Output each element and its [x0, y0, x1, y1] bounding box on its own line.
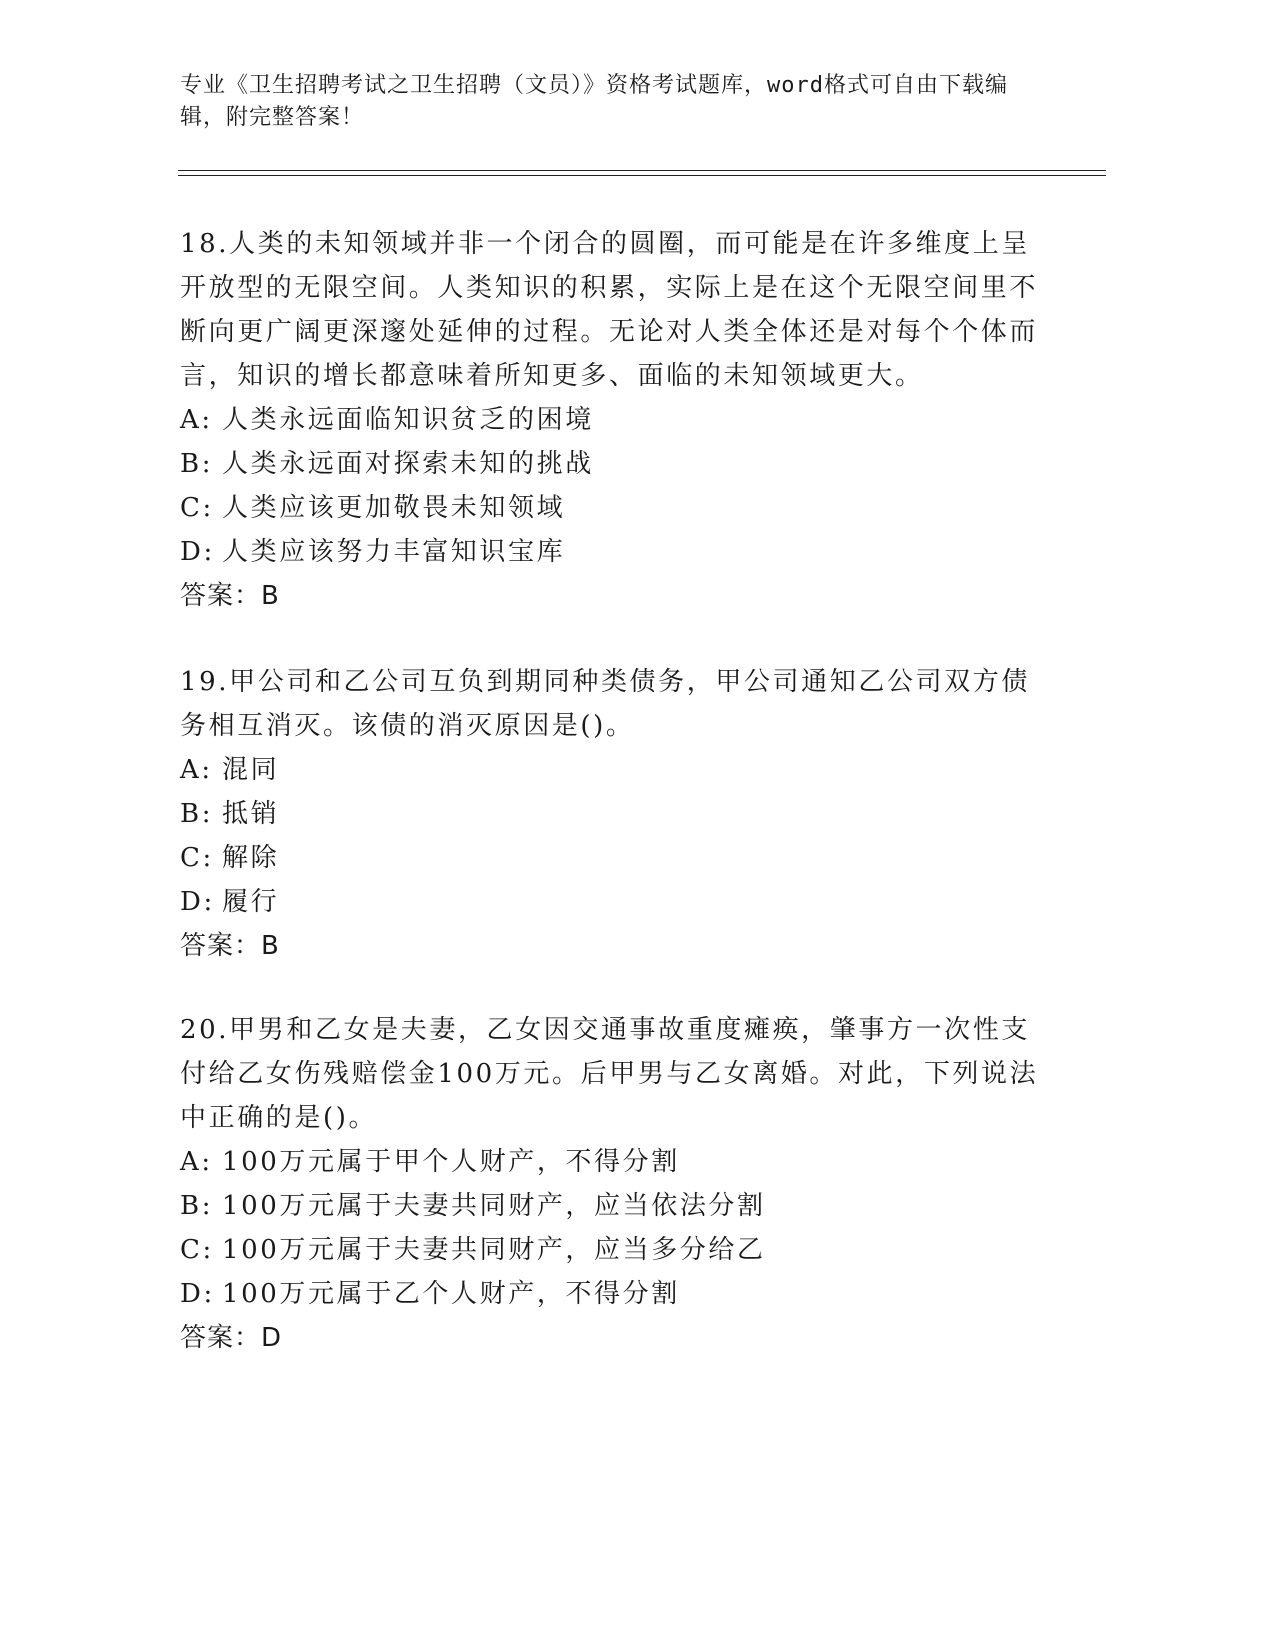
header-divider-bottom [178, 175, 1106, 176]
document-header: 专业《卫生招聘考试之卫生招聘（文员）》资格考试题库，word格式可自由下载编辑，附完整答案！ [180, 73, 1008, 130]
question-stem: 18.人类的未知领域并非一个闭合的圆圈，而可能是在许多维度上呈开放型的无限空间。人类知识的积累，实际上是在这个无限空间里不断向更广阔更深邃处延伸的过程。无论对人类全体还是对每个个体而言，知识的增长都意味着所知更多、面临的未知领域更大。 [180, 229, 1039, 391]
option-text: 100万元属于乙个人财产，不得分割 [222, 1279, 680, 1309]
answer-line: 答案：B [180, 931, 280, 961]
option-text: 抵销 [222, 799, 280, 829]
option-key: A: [180, 405, 213, 435]
option-key: C: [180, 1235, 214, 1265]
question-20 [180, 1008, 1040, 1360]
option-c [180, 1228, 1040, 1272]
option-text: 100万元属于夫妻共同财产，应当依法分割 [222, 1191, 766, 1221]
option-key: D: [180, 1279, 215, 1309]
answer-line: 答案：D [180, 1323, 283, 1353]
question-19 [180, 660, 1040, 968]
option-c [180, 836, 1040, 880]
option-key: A: [180, 755, 213, 785]
option-d [180, 1272, 1040, 1316]
question-18 [180, 222, 1040, 618]
option-d [180, 530, 1040, 574]
option-key: B: [180, 1191, 214, 1221]
option-c [180, 486, 1040, 530]
option-key: C: [180, 493, 214, 523]
option-b [180, 792, 1040, 836]
question-stem: 19.甲公司和乙公司互负到期同种类债务，甲公司通知乙公司双方债务相互消灭。该债的消灭原因是()。 [180, 667, 1030, 741]
option-d [180, 880, 1040, 924]
option-key: C: [180, 843, 214, 873]
option-text: 混同 [222, 755, 280, 785]
option-a [180, 398, 1040, 442]
question-stem: 20.甲男和乙女是夫妻，乙女因交通事故重度瘫痪，肇事方一次性支付给乙女伤残赔偿金100万元。后甲男与乙女离婚。对此，下列说法中正确的是()。 [180, 1015, 1039, 1133]
option-key: B: [180, 799, 214, 829]
option-b [180, 1184, 1040, 1228]
option-text: 人类永远面对探索未知的挑战 [222, 449, 594, 479]
option-a [180, 1140, 1040, 1184]
answer-line: 答案：B [180, 581, 280, 611]
option-key: A: [180, 1147, 213, 1177]
option-b [180, 442, 1040, 486]
option-text: 100万元属于夫妻共同财产，应当多分给乙 [222, 1235, 766, 1265]
header-divider-top [178, 170, 1106, 171]
option-text: 人类永远面临知识贫乏的困境 [222, 405, 594, 435]
option-a [180, 748, 1040, 792]
option-key: B: [180, 449, 214, 479]
option-text: 履行 [222, 887, 280, 917]
option-text: 100万元属于甲个人财产，不得分割 [222, 1147, 680, 1177]
option-text: 解除 [222, 843, 280, 873]
option-text: 人类应该更加敬畏未知领域 [222, 493, 566, 523]
option-text: 人类应该努力丰富知识宝库 [222, 537, 566, 567]
option-key: D: [180, 537, 215, 567]
option-key: D: [180, 887, 215, 917]
